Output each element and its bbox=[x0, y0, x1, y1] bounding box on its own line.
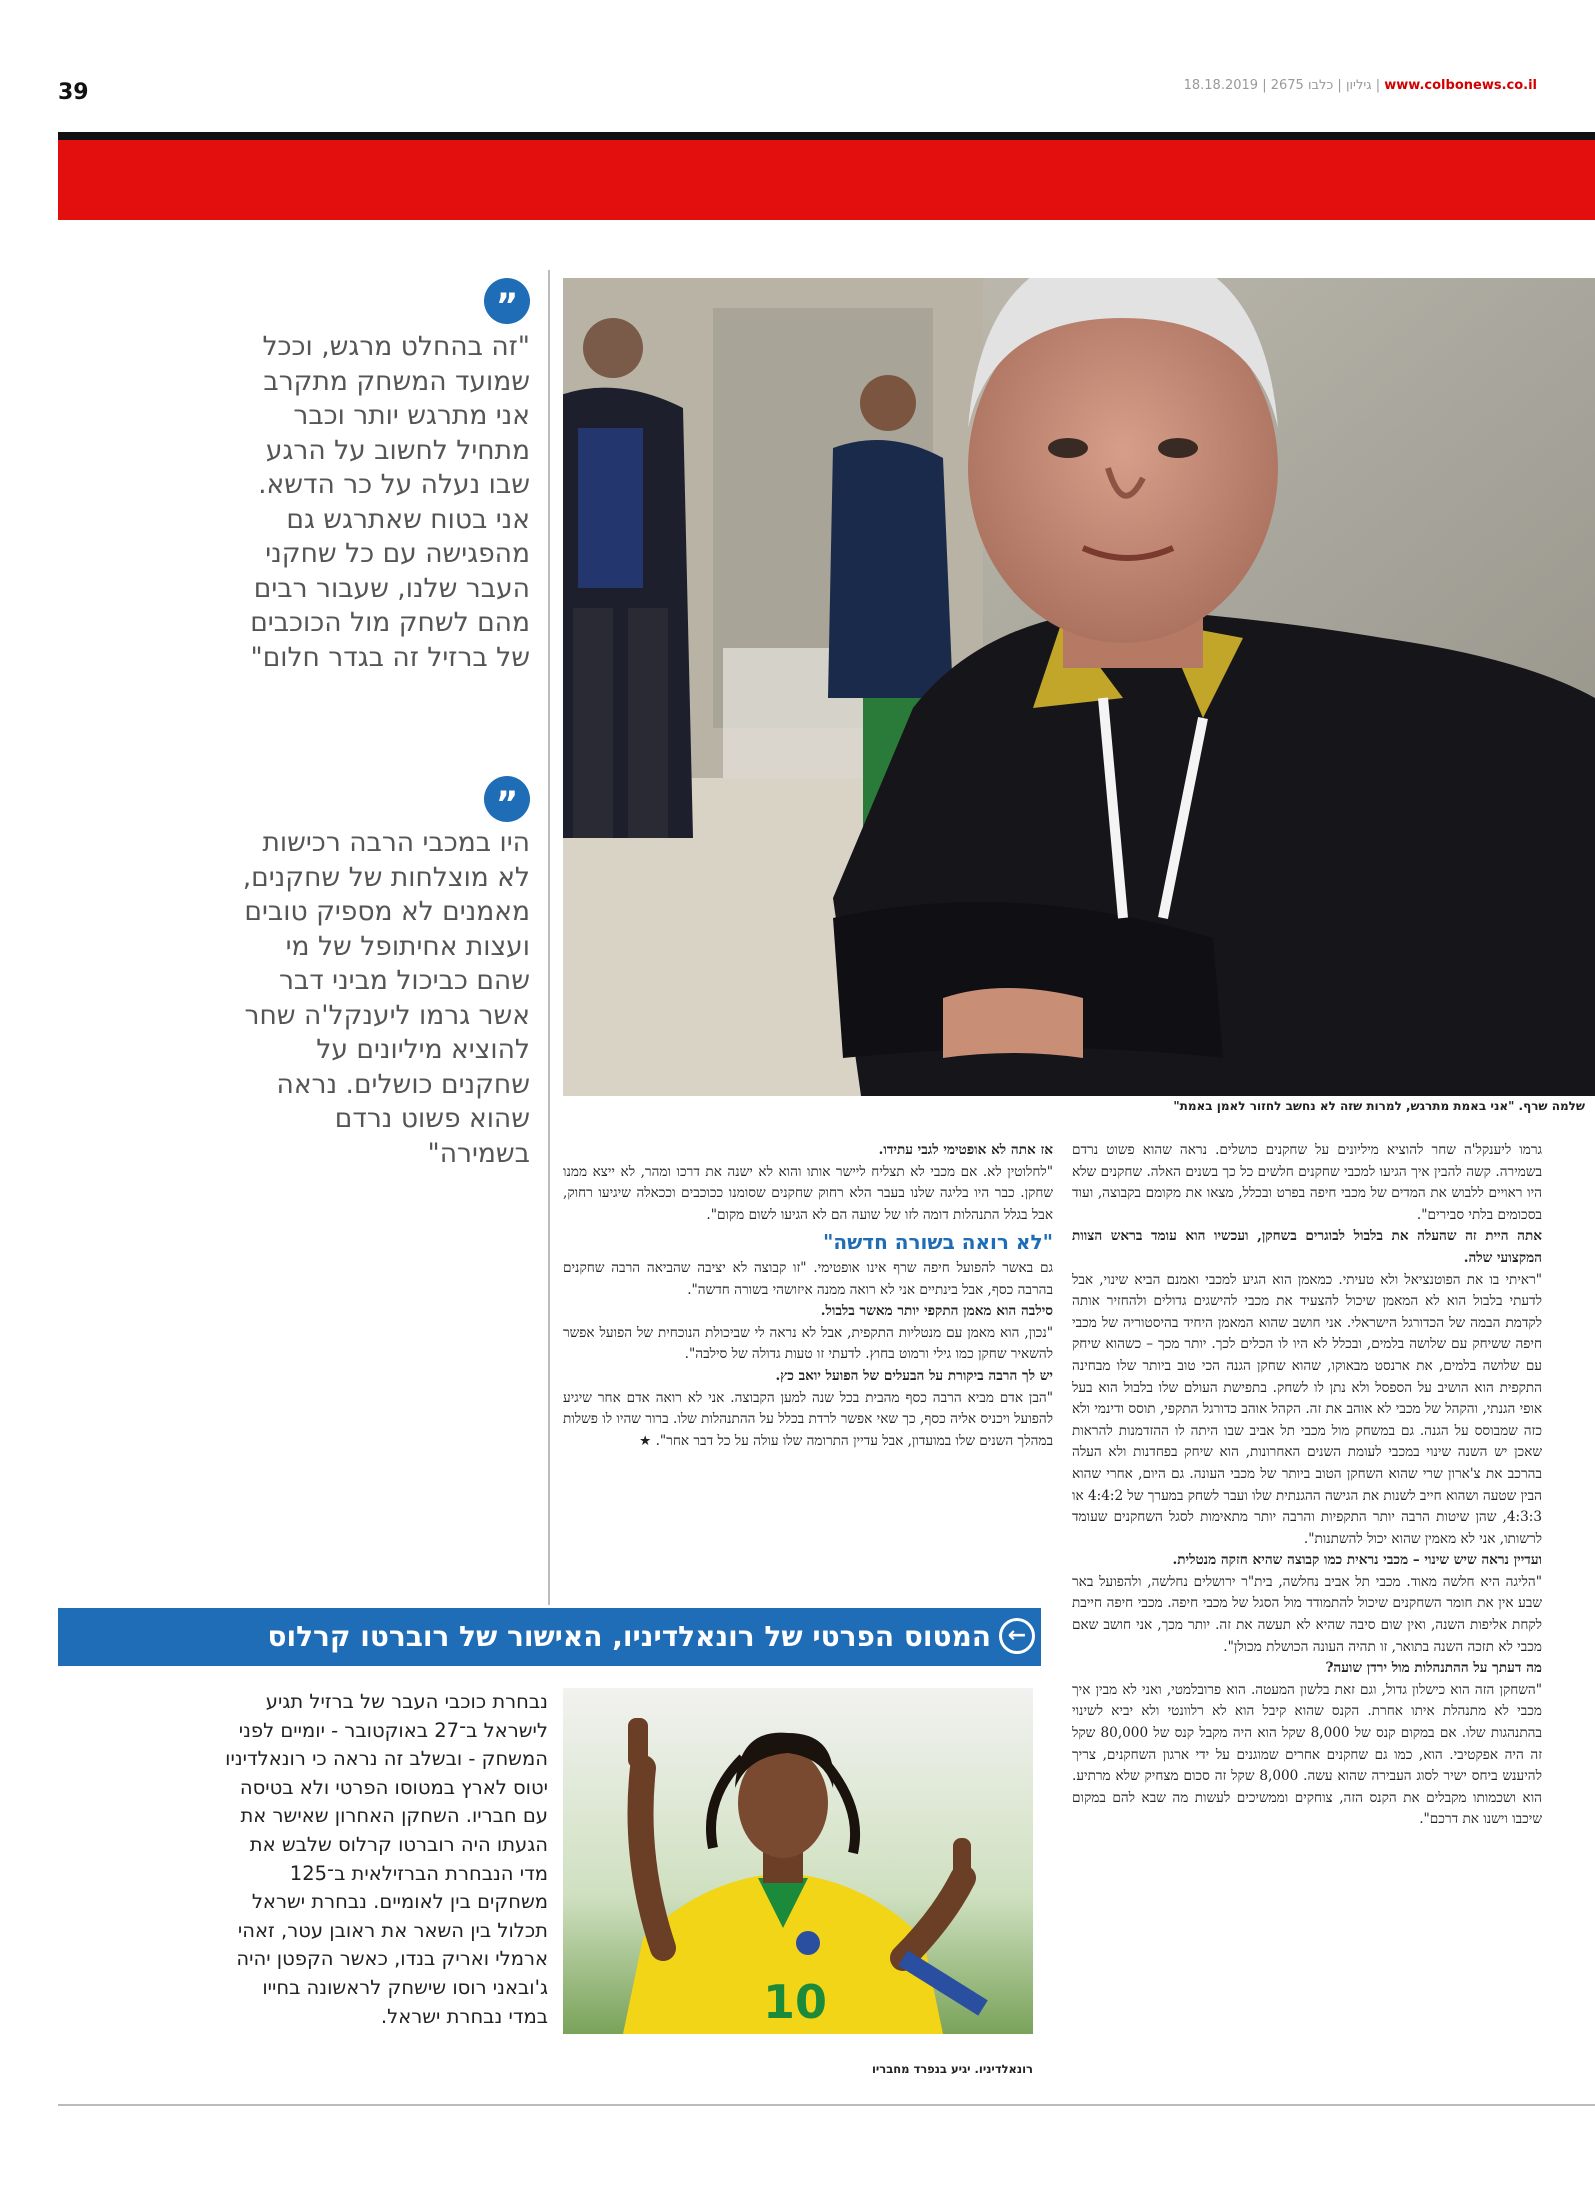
header-magazine: כלבו bbox=[1307, 78, 1334, 93]
pull-quote: היו במכבי הרבה רכישות לא מוצלחות של שחקנים, מאמנים לא מספיק טובים ועצות אחיתופל של מי שהם כביכול מביני דבר אשר גרמו ליענקל'ה שחר להוציא מיליונים על שחקנים כושלים. נראה שהוא פשוט נרדם בשמירה" bbox=[242, 827, 530, 1169]
article-paragraph: "נכון, הוא מאמן עם מנטליות התקפית, אבל לא נראה לי שביכולת הנוכחית של הפועל אפשר להשאיר שחקן כמו גילי ורמוט בחוץ. לדעתי זו טעות גדולה של סילבה". bbox=[563, 1324, 1053, 1363]
pull-quote: "זה בהחלט מרגש, וככל שמועד המשחק מתקרב אני מתרגש יותר וכבר מתחיל לחשוב על הרגע שבו נעלה על כר הדשא. אני בטוח שאתרגש גם מהפגישה עם כל שחקני העבר שלנו, שעבור רבים מהם לשחק מול הכוכבים של ברזיל זה בגדר חלום" bbox=[250, 331, 530, 673]
article-column-right bbox=[1072, 1140, 1542, 1831]
interview-question: מה דעתך על ההתנהלות מול ירדן שועה? bbox=[1325, 1660, 1542, 1677]
article-paragraph: "הבן אדם מביא הרבה כסף מהבית בכל שנה למען הקבוצה. אני לא רואה אדם אחר שיגיע להפועל ויכניס אליה כסף, כך שאי אפשר לרדת בכלל על ההתנהלות שלו. ברור שהיו לו פשלות במהלך השנים שלו במועדון, אבל עדיין התרומה שלו עולה על כל דבר אחר". ★ bbox=[563, 1389, 1053, 1449]
quote-icon: ” bbox=[484, 776, 530, 822]
header-red-band bbox=[58, 140, 1595, 220]
header-issue-label: גיליון bbox=[1345, 78, 1372, 93]
ronaldinho-photo-caption: רונאלדיניו. יגיע בנפרד מחבריו bbox=[871, 2062, 1033, 2076]
ronaldinho-illustration bbox=[563, 1688, 1033, 2034]
quote-icon: ” bbox=[484, 278, 530, 324]
header-meta bbox=[1184, 78, 1537, 93]
article-paragraph: גרמו ליענקל'ה שחר להוציא מיליונים על שחקנים כושלים. נראה שהוא פשוט נרדם בשמירה. קשה להבין איך הגיעו למכבי שחקנים חלשים כל כך בשנים האלה. שחקנים שלא היו ראויים ללבוש את המדים של מכבי חיפה בפרט ובכלל, מצאו את מקומם בקבוצה, ועוד בסכומים בלתי סבירים". bbox=[1072, 1142, 1542, 1223]
article-paragraph: "הליגה היא חלשה מאוד. מכבי תל אביב נחלשה, בית"ר ירושלים נחלשה, ולהפועל באר שבע אין את חומר השחקנים שיכול להתמודד מול הסגל של מכבי חיפה. מכבי חיפה חייבת לקחת אליפות השנה, ואין שום סיבה שהיא לא תעשה את זה. יותר מכך, אני חושב שאם מכבי לא תזכה השנה בתואר, זו תהיה העונה הכושלת מכולן". bbox=[1072, 1573, 1542, 1655]
header-website-link[interactable]: www.colbonews.co.il bbox=[1384, 78, 1537, 93]
header-separator: | bbox=[1337, 78, 1342, 93]
header-separator: | bbox=[1262, 78, 1267, 93]
interview-question: ועדיין נראה שיש שינוי – מכבי נראית כמו קבוצה שהיא חזקה מנטלית. bbox=[1172, 1552, 1542, 1569]
article-paragraph: גם באשר להפועל חיפה שרף אינו אופטימי. "זו קבוצה לא יציבה שהביאה הרבה שחקנים בהרבה כסף, אבל בינתיים אני לא רואה ממנה איזושהי בשורה חדשה". bbox=[563, 1259, 1053, 1298]
article-paragraph: "ראיתי בו את הפוטנציאל ולא טעיתי. כמאמן הוא הגיע למכבי ואמנם הביא שינוי, אבל לדעתי בלבול הוא לא המאמן שיכול להצעיד את מכבי להישגים גדולים ולהחזיר אותה לקדמת הבמה של הכדורגל הישראלי. אני חושב שהוא המאמן היחיד בהיסטוריה של מכבי חיפה ששיחק עם שלושה בלמים, ובכלל לא היו לו הכלים לכך. יותר מכך – כשהוא שיחק עם שלושה בלמים, את ארנסט מבאוקו, שהוא שחקן הגנה הכי טוב ביותר שלו מבחינה התקפית הוא הושיב על הספסל ולא נתן לו לשחק. בתפישת העולם שלו בלבול הוא בעל אופי הגנתי, והקהל של מכבי לא אוהב את זה. הקהל אוהב כדורגל התקפי, תוסס ודינמי ולא כזה שמבוסס על הגנה. גם במשחק מול מכבי תל אביב שבו היתה לו ההזדמנות להראות שאכן יש השנה שינוי במכבי לעומת השנים האחרונות, הוא שיחק בפחדנות ולא העלה בהרכב את צ'ארון שרי שהוא השחקן הטוב ביותר של מכבי העונה. גם היום, אחרי שהוא הבין שטעה ושהוא חייב לשנות את הגישה ההגנתית שלו ועבר לשחק במערך של 4:4:2 או 4:3:3, שהן שיטות הרבה יותר התקפיות והרבה יותר מתאימות לסגל השחקנים שעומד לרשותו, אני לא מאמין שהוא יכול להשתנות". bbox=[1072, 1271, 1542, 1547]
interview-question: סילבה הוא מאמן התקפי יותר מאשר בלבול. bbox=[820, 1303, 1053, 1320]
svg-text:10: 10 bbox=[763, 1975, 828, 2029]
main-photo bbox=[563, 278, 1595, 1110]
bottom-rule bbox=[58, 2104, 1595, 2106]
interview-question: יש לך הרבה ביקורת על הבעלים של הפועל יואב כץ. bbox=[775, 1367, 1053, 1384]
header-separator: | bbox=[1375, 78, 1381, 93]
article-column-middle bbox=[563, 1140, 1053, 1452]
interview-question: אז אתה לא אופטימי לגבי עתידו. bbox=[878, 1142, 1053, 1158]
banner-arrow-button[interactable] bbox=[991, 1612, 1041, 1662]
header-date: 18.18.2019 bbox=[1183, 78, 1259, 93]
column-divider bbox=[548, 270, 550, 1605]
article-paragraph: "לחלוטין לא. אם מכבי לא תצליח ליישר אותו והוא לא ישנה את דרכו ומהר, לא ייצא ממנו שחקן. כבר היו בליגה שלנו בעבר הלא רחוק שחקנים שסומנו ככוכבים וככאלה שיגיעו רחוק, אבל בגלל התנהלות דומה לזו של שועה הם לא הגיעו לשום מקום". bbox=[563, 1163, 1053, 1223]
page-number: 39 bbox=[58, 80, 89, 105]
ronaldinho-photo bbox=[563, 1688, 1033, 2034]
side-story-text: נבחרת כוכבי העבר של ברזיל תגיע לישראל ב־27 באוקטובר - יומיים לפני המשחק - ובשלב זה נראה כי רונאלדיניו יטוס לארץ במטוסו הפרטי ולא בטיסה עם חבריו. השחקן האחרון שאישר את הגעתו היה רוברטו קרלוס שלבש את מדי הנבחרת הברזילאית ב־125 משחקים בין לאומיים. נבחרת ישראל תכלול בין השאר את ראובן עטר, זאהי ארמלי ואריק בנדו, כאשר הקפטן יהיה ג'ובאני רוסו שישחק לראשונה בחייו במדי נבחרת ישראל. bbox=[225, 1690, 548, 2028]
article-paragraph: "השחקן הזה הוא כישלון גדול, וגם זאת בלשון המעטה. הוא פרובלמטי, ואני לא מבין איך מכבי לא מתנהלת איתו אחרת. הקנס שהוא קיבל הוא לא רלוונטי ולא יביא לשינוי בהתנהגות שלו. אם במקום קנס של 8,000 שקל הוא היה מקבל קנס של 80,000 שקל זה היה אפקטיבי. הוא, כמו גם שחקנים אחרים שמוגנים על ידי ארגון השחקנים, צריך להיענש ביחס ישיר לסוג העבירה שהוא עשה. 8,000 שקל זה סכום מצחיק שלא מרתיע. הוא ושכמותו מקבלים את הקנס הזה, צוחקים וממשיכים לעשות מה שבא להם במקום שיכבו וישנו את דרכם". bbox=[1072, 1681, 1542, 1828]
header-issue: 2675 bbox=[1270, 78, 1304, 93]
main-photo-caption: שלמה שרף. "אני באמת מתרגש, למרות שזה לא נחשב לחזור לאמן באמת" bbox=[563, 1096, 1595, 1118]
banner-title: המטוס הפרטי של רונאלדיניו, האישור של רוברטו קרלוס bbox=[267, 1620, 991, 1653]
header-black-rule bbox=[58, 132, 1595, 140]
main-photo-illustration bbox=[563, 278, 1595, 1110]
interview-question: אתה היית זה שהעלה את בלבול לבוגרים בשחקן, ועכשיו הוא עומד בראש הצוות המקצועי שלה. bbox=[1072, 1228, 1542, 1266]
arrow-left-icon: ← bbox=[999, 1618, 1035, 1654]
sidebar-story-banner bbox=[58, 1608, 1041, 1666]
article-subheading: "לא רואה בשורה חדשה" bbox=[822, 1230, 1053, 1255]
